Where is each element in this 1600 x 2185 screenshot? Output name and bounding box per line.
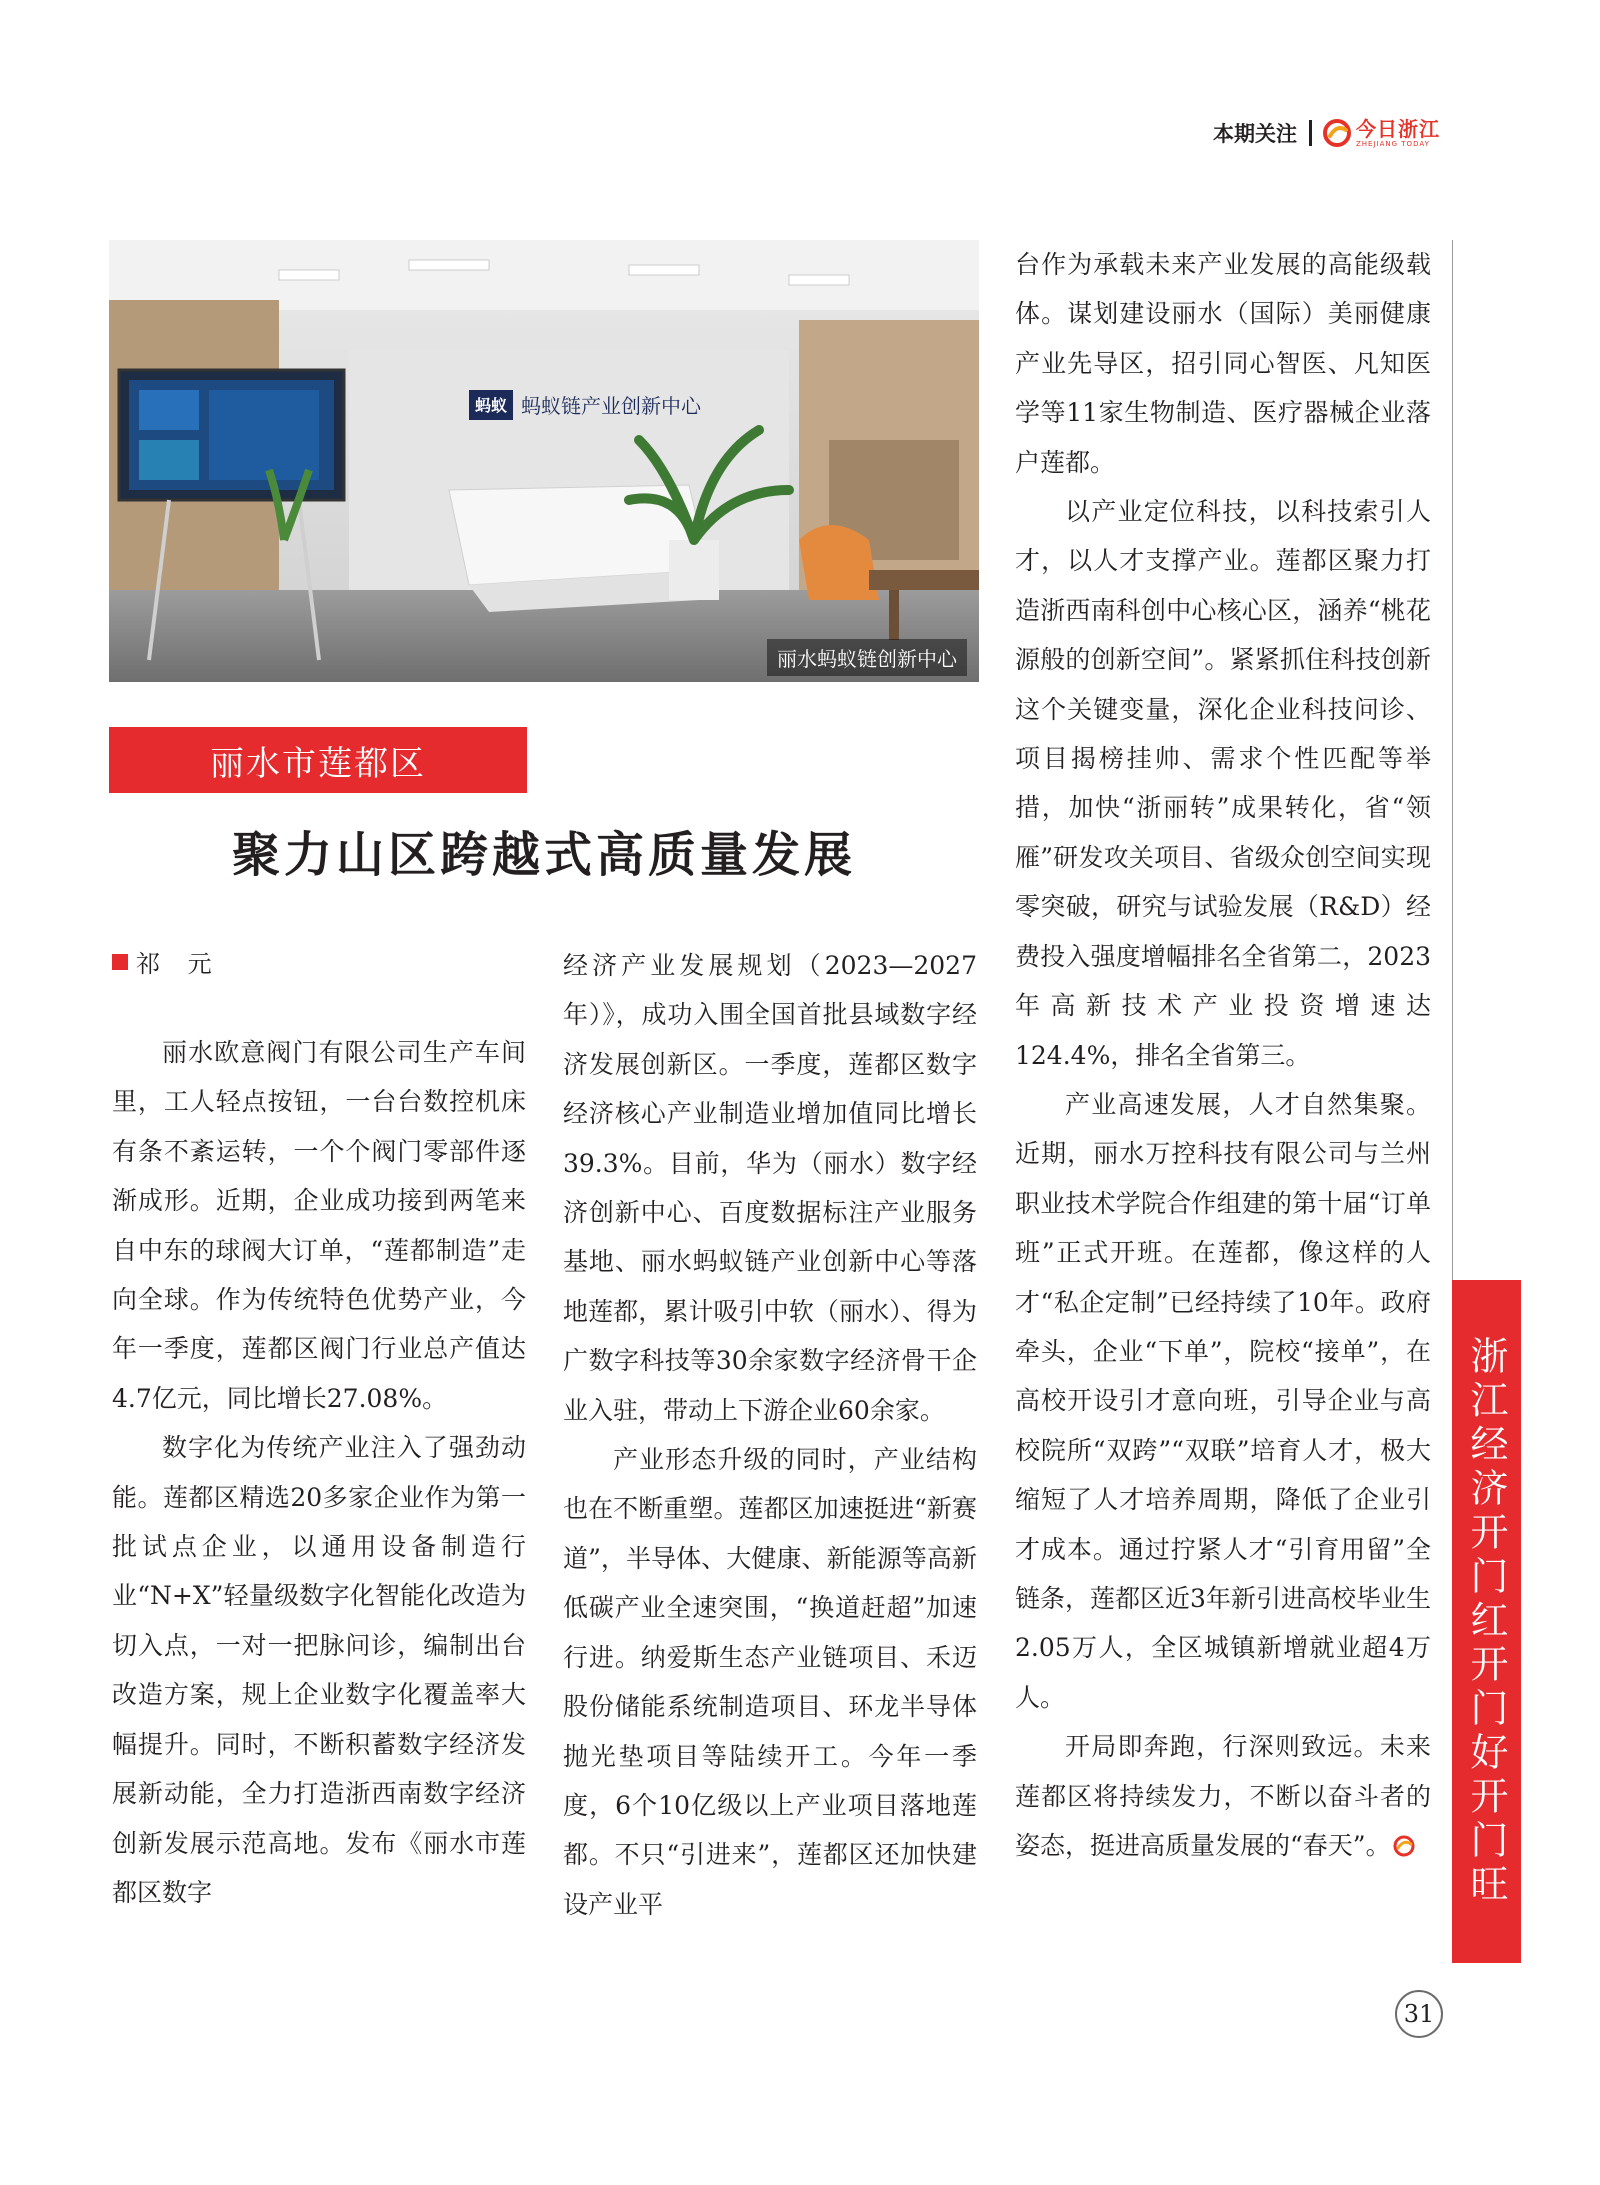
paragraph: 产业形态升级的同时，产业结构也在不断重塑。莲都区加速挺进“新赛道”，半导体、大健康、新能源等高新低碳产业全速突围，“换道赶超”加速行进。纳爱斯生态产业链项目、禾迈股份储能系统制造项目、环龙半导体抛光垫项目等陆续开工。今年一季度，6个10亿级以上产业项目落地莲都。不只“引进来”，莲都区还加快建设产业平 [563, 1445, 977, 1919]
section-label: 本期关注 [1213, 122, 1297, 146]
paragraph-final [1015, 1722, 1431, 1870]
paragraph-continued: 经济产业发展规划（2023—2027年）》，成功入围全国首批县域数字经济发展创新区。一季度，莲都区数字经济核心产业制造业增加值同比增长39.3%。目前，华为（丽水）数字经济创新中心、百度数据标注产业服务基地、丽水蚂蚁链产业创新中心等落地莲都，累计吸引中软（丽水）、得为广数字科技等30余家数字经济骨干企业入驻，带动上下游企业60余家。 [563, 951, 977, 1425]
paragraph: 产业高速发展，人才自然集聚。近期，丽水万控科技有限公司与兰州职业技术学院合作组建的第十届“订单班”正式开班。在莲都，像这样的人才“私企定制”已经持续了10年。政府牵头，企业“下单”，院校“接单”，在高校开设引才意向班，引导企业与高校院所“双跨”“双联”培育人才，极大缩短了人才培养周期，降低了企业引才成本。通过拧紧人才“引育用留”全链条，莲都区近3年新引进高校毕业生2.05万人，全区城镇新增就业超4万人。 [1015, 1089, 1431, 1712]
header-divider [1309, 120, 1312, 146]
paragraph: 以产业定位科技，以科技索引人才，以人才支撑产业。莲都区聚力打造浙西南科创中心核心区，涵养“桃花源般的创新空间”。紧紧抓住科技创新这个关键变量，深化企业科技问诊、项目揭榜挂帅、需求个性匹配等举措，加快“浙丽转”成果转化，省“领雁”研发攻关项目、省级众创空间实现零突破，研究与试验发展（R&D）经费投入强度增幅排名全省第二，2023年高新技术产业投资增速达124.4%，排名全省第三。 [1015, 497, 1431, 1070]
byline-marker [112, 954, 128, 970]
final-paragraph-text: 开局即奔跑，行深则致远。未来莲都区将持续发力，不断以奋斗者的姿态，挺进高质量发展的“春天”。 [1015, 1732, 1431, 1860]
zhejiang-today-logo-icon [1322, 118, 1352, 148]
logo-english-text: ZHEJIANG TODAY [1356, 139, 1430, 148]
article-title: 聚力山区跨越式高质量发展 [231, 827, 856, 883]
text-column-3 [1015, 240, 1431, 1870]
page-header [1213, 118, 1440, 148]
paragraph-continued: 台作为承载未来产业发展的高能级载体。谋划建设丽水（国际）美丽健康产业先导区，招引同心智医、凡知医学等11家生物制造、医疗器械企业落户莲都。 [1015, 250, 1431, 477]
text-column-2 [563, 941, 977, 1929]
byline [112, 944, 222, 979]
page-number: 31 [1395, 1990, 1443, 2038]
wall-sign-text: 蚂蚁链产业创新中心 [521, 394, 701, 418]
side-banner [1452, 1280, 1521, 1963]
paragraph: 丽水欧意阀门有限公司生产车间里，工人轻点按钮，一台台数控机床有条不紊运转，一个个阀门零部件逐渐成形。近期，企业成功接到两笔来自中东的球阀大订单，“莲都制造”走向全球。作为传统特色优势产业，今年一季度，莲都区阀门行业总产值达4.7亿元，同比增长27.08%。 [112, 1038, 526, 1413]
text-column-1 [112, 1028, 526, 1917]
article-end-mark-icon [1393, 1835, 1415, 1857]
author-name: 祁 元 [136, 950, 222, 978]
photo-caption: 丽水蚂蚁链创新中心 [767, 639, 967, 676]
magazine-logo [1322, 118, 1440, 148]
side-banner-text: 浙江经济开门红开门好开门旺 [1464, 1336, 1508, 1908]
subtitle-banner: 丽水市莲都区 [109, 727, 527, 793]
wall-sign-brand: 蚂蚁 [474, 396, 508, 415]
innovation-center-lobby-image [109, 240, 979, 682]
paragraph: 数字化为传统产业注入了强劲动能。莲都区精选20多家企业作为第一批试点企业，以通用设备制造行业“N+X”轻量级数字化智能化改造为切入点，一对一把脉问诊，编制出台改造方案，规上企业数字化覆盖率大幅提升。同时，不断积蓄数字经济发展新动能，全力打造浙西南数字经济创新发展示范高地。发布《丽水市莲都区数字 [112, 1433, 526, 1907]
logo-chinese-text: 今日浙江 [1356, 116, 1440, 141]
article-photo [109, 240, 979, 682]
